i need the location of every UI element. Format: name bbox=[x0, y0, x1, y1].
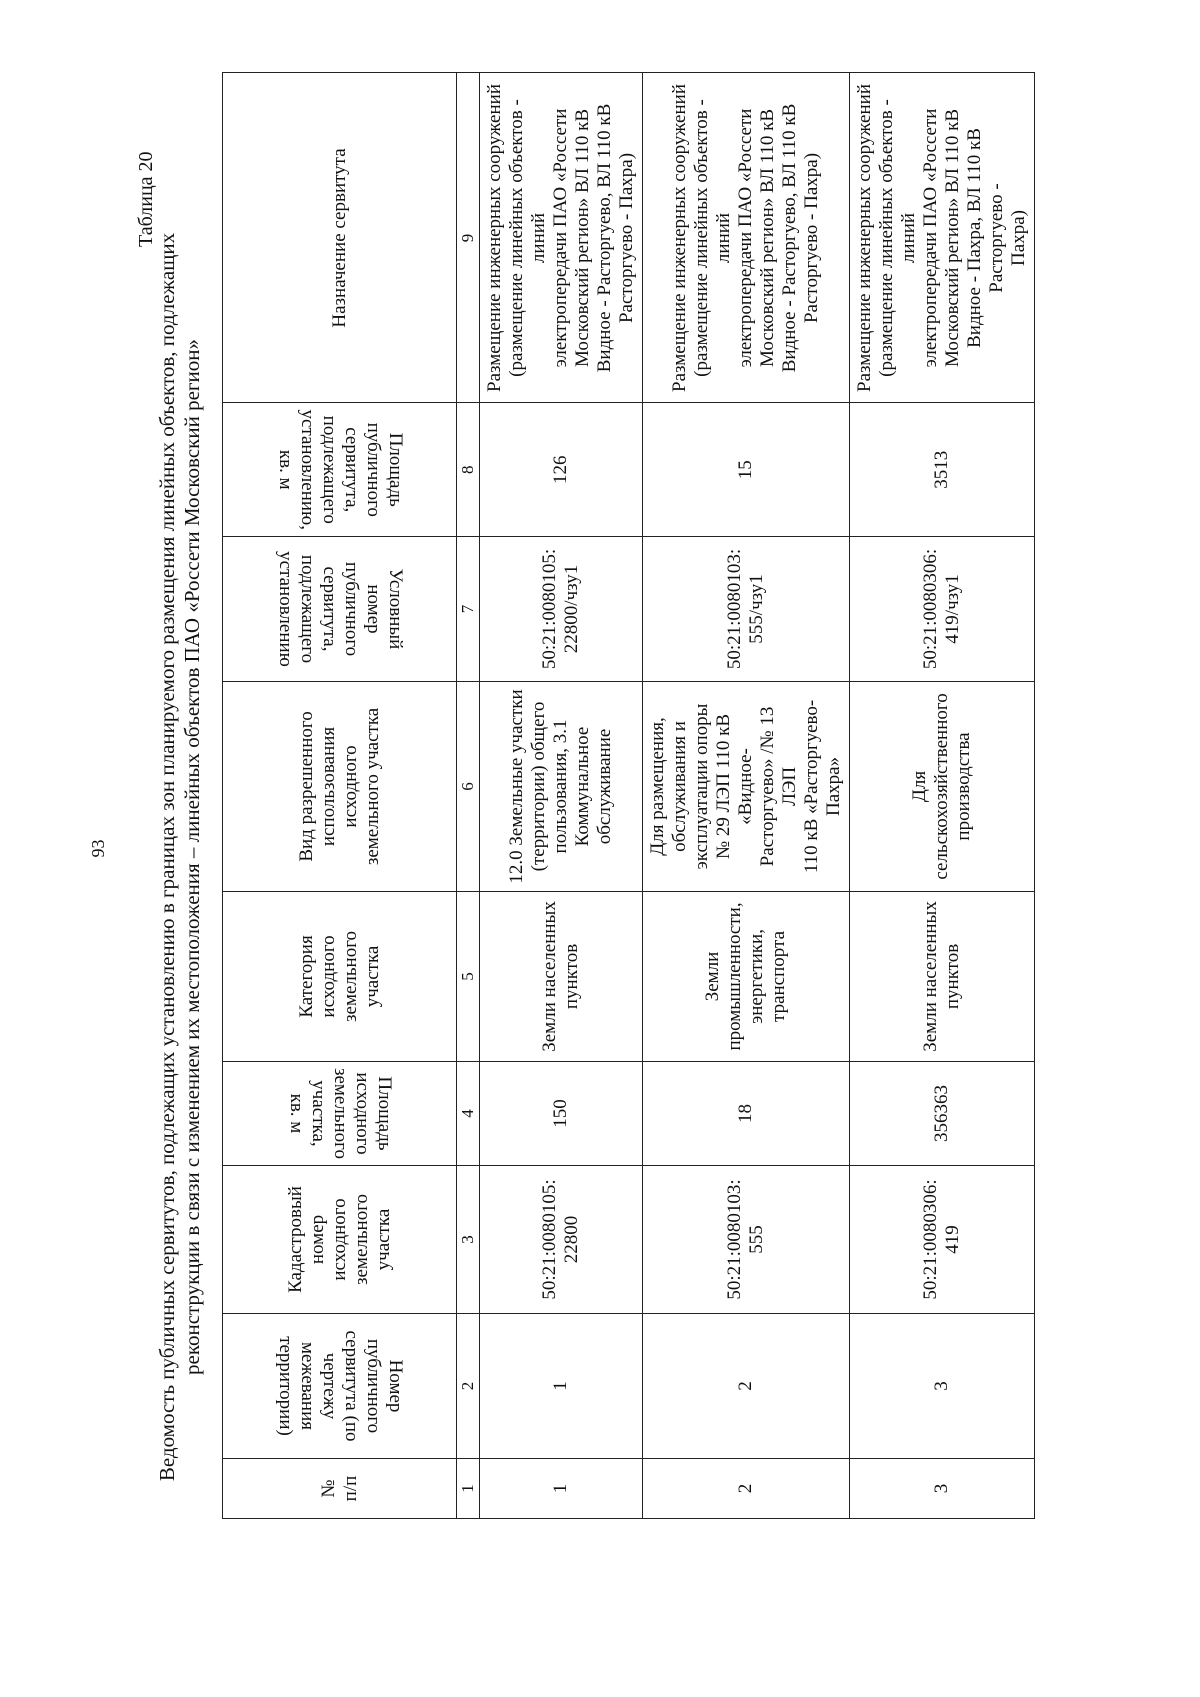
cell-permitted-use: Для сельскохозяйственного производства bbox=[850, 681, 1035, 891]
cell-cadastral: 50:21:0080306: 419 bbox=[850, 1166, 1035, 1314]
column-number: 8 bbox=[457, 403, 480, 536]
cell-purpose: Размещение инженерных сооружений (размещение линейных объектов - линий электропередачи ПАО «Россети Московский регион» ВЛ 110 кВ Видное - Расторгуево, ВЛ 110 кВ Расторгуево - Пахра) bbox=[480, 73, 643, 403]
cell-purpose: Размещение инженерных сооружений (размещение линейных объектов - линий электропередачи ПАО «Россети Московский регион» ВЛ 110 кВ Видное - Расторгуево, ВЛ 110 кВ Расторгуево - Пахра) bbox=[643, 73, 850, 403]
document-title: Ведомость публичных сервитутов, подлежащих установлению в границах зон планируемого размещения линейных объектов, подлежащих реконструкции в связи с изменением их местоположения – линейных объектов ПАО «Россети Московский регион» bbox=[155, 232, 204, 1482]
column-number: 6 bbox=[457, 681, 480, 891]
cell-servitude-area: 126 bbox=[480, 403, 643, 536]
cell-servitude-area: 15 bbox=[643, 403, 850, 536]
table-label: Таблица 20 bbox=[135, 151, 157, 247]
page-number: 93 bbox=[88, 839, 108, 858]
cell-area: 150 bbox=[480, 1061, 643, 1165]
column-number: 3 bbox=[457, 1166, 480, 1314]
header-cell-servitude-area: Площадь публичного сервитута, подлежащего установлению, кв. м bbox=[223, 403, 457, 536]
table-row bbox=[850, 73, 1035, 1519]
header-row bbox=[223, 73, 457, 1519]
servitude-table bbox=[222, 72, 1035, 1519]
cell-category: Земли населенных пунктов bbox=[480, 891, 643, 1061]
column-number: 5 bbox=[457, 891, 480, 1061]
header-cell-conditional-number: Условный номер публичного сервитута, подлежащего установлению bbox=[223, 536, 457, 681]
cell-cadastral: 50:21:0080105: 22800 bbox=[480, 1166, 643, 1314]
cell-area: 356363 bbox=[850, 1061, 1035, 1165]
column-number: 1 bbox=[457, 1459, 480, 1519]
header-cell-area: Площадь исходного земельного участка, кв. м bbox=[223, 1061, 457, 1165]
cell-purpose: Размещение инженерных сооружений (размещение линейных объектов - линий электропередачи ПАО «Россети Московский регион» ВЛ 110 кВ Видное - Пахра, ВЛ 110 кВ Расторгуево - Пахра) bbox=[850, 73, 1035, 403]
column-number: 2 bbox=[457, 1314, 480, 1459]
cell-conditional-number: 50:21:0080105: 22800/чзу1 bbox=[480, 536, 643, 681]
header-cell-category: Категория исходного земельного участка bbox=[223, 891, 457, 1061]
cell-category: Земли населенных пунктов bbox=[850, 891, 1035, 1061]
cell-servitude-number: 2 bbox=[643, 1314, 850, 1459]
cell-servitude-area: 3513 bbox=[850, 403, 1035, 536]
cell-category: Земли промышленности, энергетики, транспорта bbox=[643, 891, 850, 1061]
header-cell-purpose: Назначение сервитута bbox=[223, 73, 457, 403]
cell-row-number: 1 bbox=[480, 1459, 643, 1519]
cell-row-number: 2 bbox=[643, 1459, 850, 1519]
cell-conditional-number: 50:21:0080103: 555/чзу1 bbox=[643, 536, 850, 681]
cell-cadastral: 50:21:0080103: 555 bbox=[643, 1166, 850, 1314]
header-cell-no: № п/п bbox=[223, 1459, 457, 1519]
header-cell-cadastral: Кадастровый номер исходного земельного участка bbox=[223, 1166, 457, 1314]
header-cell-permitted-use: Вид разрешенного использования исходного земельного участка bbox=[223, 681, 457, 891]
cell-area: 18 bbox=[643, 1061, 850, 1165]
cell-permitted-use: 12.0 Земельные участки (территории) общего пользования, 3.1 Коммунальное обслуживание bbox=[480, 681, 643, 891]
column-number-row bbox=[457, 73, 480, 1519]
cell-permitted-use: Для размещения, обслуживания и эксплуатации опоры № 29 ЛЭП 110 кВ «Видное- Расторгуево» /№ 13 ЛЭП 110 кВ «Расторгуево- Пахра» bbox=[643, 681, 850, 891]
cell-row-number: 3 bbox=[850, 1459, 1035, 1519]
cell-servitude-number: 1 bbox=[480, 1314, 643, 1459]
cell-conditional-number: 50:21:0080306: 419/чзу1 bbox=[850, 536, 1035, 681]
cell-servitude-number: 3 bbox=[850, 1314, 1035, 1459]
table-row bbox=[480, 73, 643, 1519]
header-cell-servitude-number: Номер публичного сервитута (по чертежу межевания территории) bbox=[223, 1314, 457, 1459]
column-number: 4 bbox=[457, 1061, 480, 1165]
table-row bbox=[643, 73, 850, 1519]
column-number: 9 bbox=[457, 73, 480, 403]
column-number: 7 bbox=[457, 536, 480, 681]
